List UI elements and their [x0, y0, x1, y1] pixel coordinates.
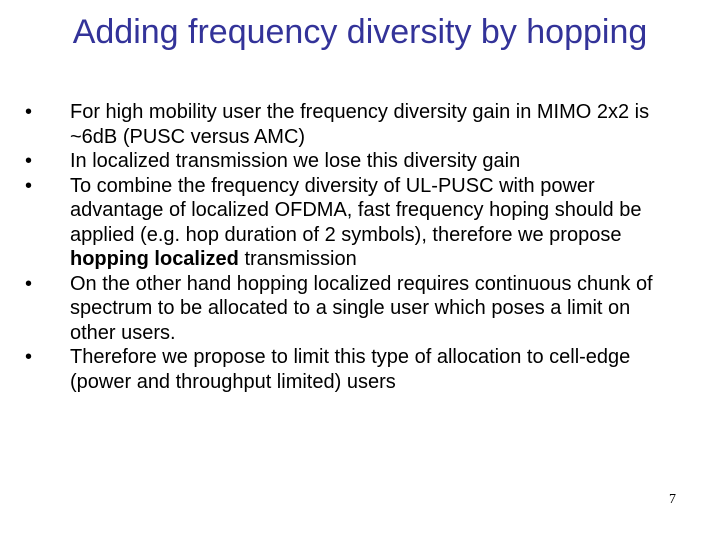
bullet-dot-icon: •	[25, 150, 33, 172]
bullet-text: For high mobility user the frequency diversity gain in MIMO 2x2 is ~6dB (PUSC versus AMC)	[70, 101, 650, 148]
bullet-text-bold: hopping localized	[70, 248, 239, 270]
bullet-text: On the other hand hopping localized requires continuous chunk of spectrum to be allocated to a single user which poses a limit on other users.	[70, 272, 653, 344]
bullet-text-part: To combine the frequency diversity of UL-PUSC with power advantage of localized OFDMA, fast frequency hoping should be applied (e.g. hop duration of 2 symbols), therefore we propose	[70, 174, 642, 246]
bullet-item	[22, 174, 672, 272]
bullet-dot-icon: •	[25, 174, 33, 197]
bullet-item	[22, 100, 672, 149]
bullet-text: Therefore we propose to limit this type of allocation to cell-edge (power and throughput limited) users	[70, 346, 631, 393]
bullet-text-part: transmission	[238, 248, 357, 270]
bullet-dot-icon: •	[25, 346, 33, 368]
bullet-text: In localized transmission we lose this diversity gain	[70, 150, 521, 172]
bullet-text	[70, 175, 641, 271]
bullet-dot-icon: •	[25, 272, 33, 295]
bullet-list	[22, 100, 672, 394]
bullet-item	[22, 149, 672, 174]
bullet-item	[22, 345, 672, 394]
bullet-item	[22, 272, 672, 346]
slide-title: Adding frequency diversity by hopping	[72, 13, 648, 51]
page-number: 7	[669, 492, 676, 507]
bullet-dot-icon: •	[25, 101, 33, 123]
